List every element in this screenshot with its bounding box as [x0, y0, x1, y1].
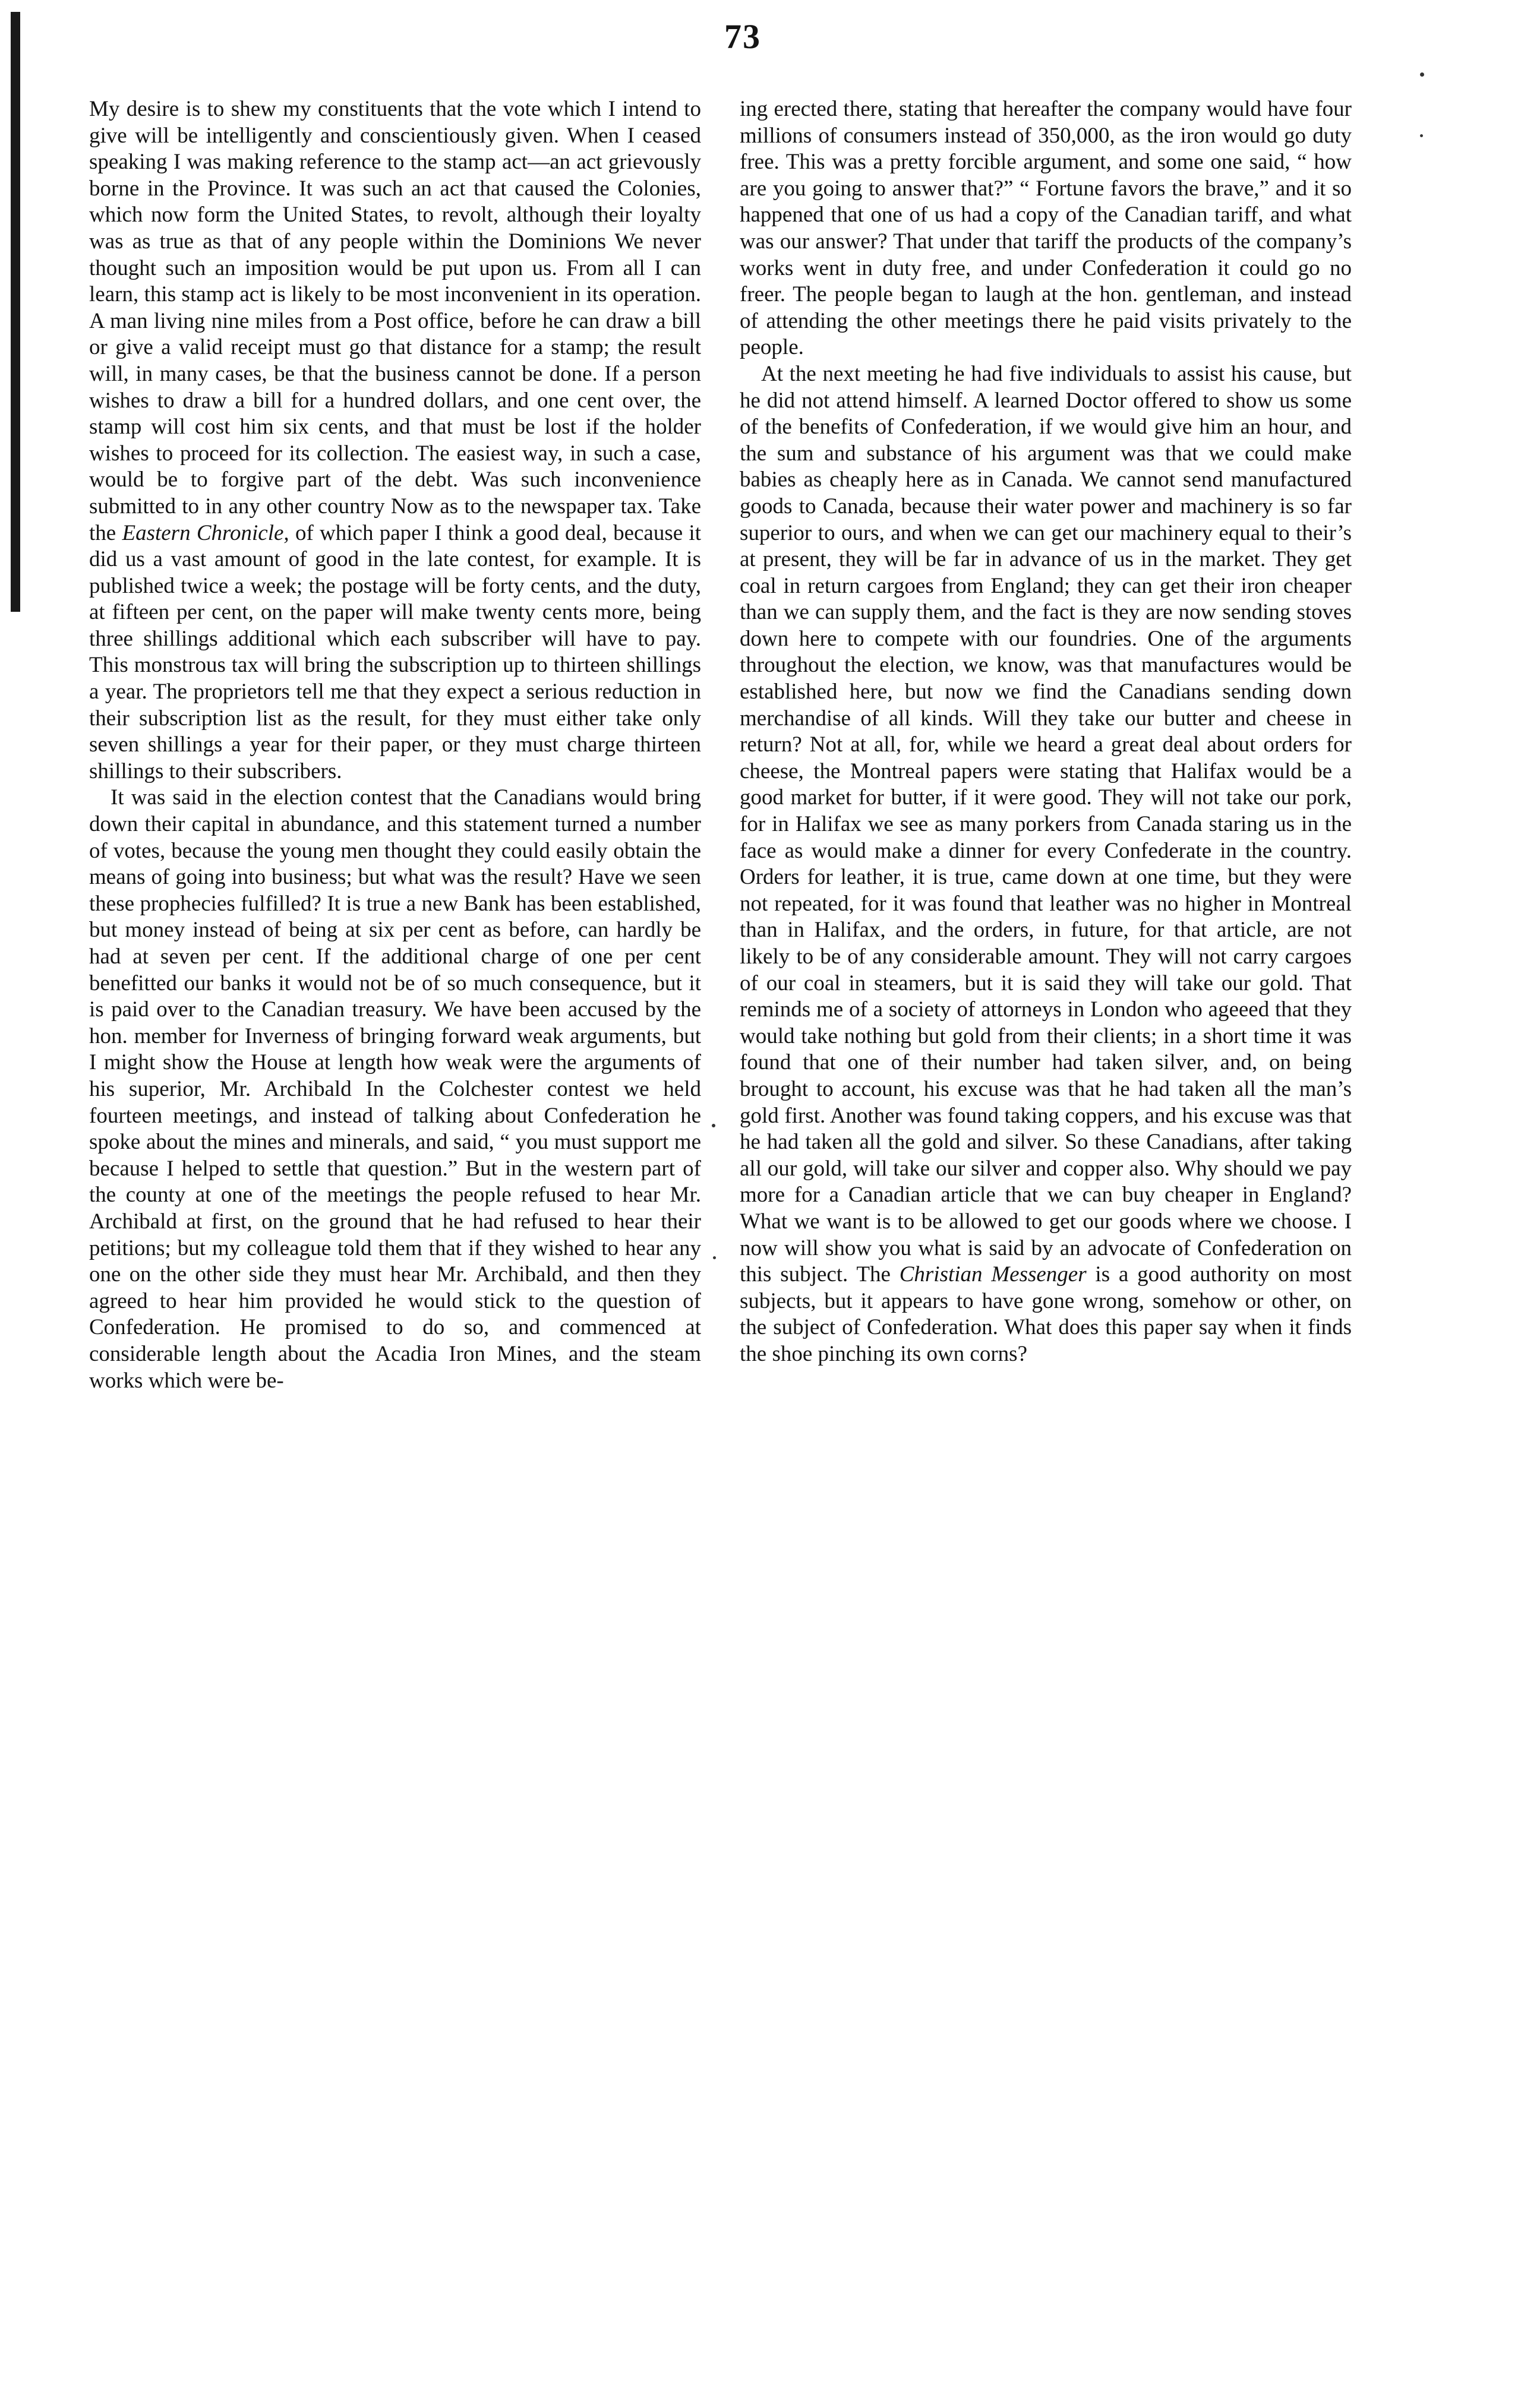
- left-column: [89, 96, 701, 1394]
- print-speck: [1420, 72, 1424, 77]
- newspaper-title-christian-messenger: Christian Messenger: [899, 1262, 1087, 1287]
- right-column: [740, 96, 1352, 1368]
- page-number: 73: [724, 17, 761, 56]
- left-paragraph-1-text: My desire is to shew my constituents that the vote which I intend to give will be intelligently and conscientiously given. When I ceased speaking I was making reference to the stamp act—an act grievously borne in the Province. It was such an act that caused the Colonies, which now form the United States, to revolt, although their loyalty was as true as that of any people within the Dominions We never thought such an imposition would be put upon us. From all I can learn, this stamp act is likely to be most inconvenient in its operation. A man living nine miles from a Post office, before he can draw a bill or give a valid receipt must go that distance for a stamp; the result will, in many cases, be that the business cannot be done. If a person wishes to draw a bill for a hundred dollars, and one cent over, the stamp will cost him six cents, and that must be lost if the holder wishes to proceed for its collection. The easiest way, in such a case, would be to forgive part of the debt. Was such inconvenience submitted to in any other country Now as to the newspaper tax. Take the: [89, 97, 701, 545]
- margin-binding-bar: [11, 12, 20, 612]
- newspaper-title-eastern-chronicle: Eastern Chronicle,: [122, 520, 289, 545]
- left-paragraph-2: It was said in the election contest that the Canadians would bring down their capital in abundance, and this statement turned a number of votes, because the young men thought they could easily obtain the means of going into business; but what was the result? Have we seen these prophecies fulfilled? It is true a new Bank has been established, but money instead of being at six per cent as before, can hardly be had at seven per cent. If the additional charge of one per cent benefitted our banks it would not be of so much consequence, but it is paid over to the Canadian treasury. We have been accused by the hon. member for Inverness of bringing forward weak arguments, but I might show the House at length how weak were the arguments of his superior, Mr. Archibald In the Colchester contest we held fourteen meetings, and instead of talking about Confederation he spoke about the mines and minerals, and said, “ you must support me because I helped to settle that question.” But in the western part of the county at one of the meetings the people refused to hear Mr. Archibald at first, on the ground that he had refused to hear their petitions; but my colleague told them that if they wished to hear any one on the other side they must hear Mr. Archibald, and then they agreed to hear him provided he would stick to the question of Confederation. He promised to do so, and commenced at considerable length about the Acadia Iron Mines, and the steam works which were be-: [89, 785, 701, 1393]
- print-speck: [1420, 134, 1423, 137]
- print-speck: [713, 1256, 716, 1259]
- right-paragraph-1: ing erected there, stating that hereafter the company would have four millions of consumers instead of 350,000, as the iron would go duty free. This was a pretty forcible argument, and some one said, “ how are you going to answer that?” “ Fortune favors the brave,” and it so happened that one of us had a copy of the Canadian tariff, and what was our answer? That under that tariff the products of the company’s works went in duty free, and under Confederation it could go no freer. The people began to laugh at the hon. gentleman, and instead of attending the other meetings there he paid visits privately to the people.: [740, 97, 1352, 360]
- left-paragraph-1: [89, 96, 701, 785]
- right-paragraph-2-text: At the next meeting he had five individuals to assist his cause, but he did not attend himself. A learned Doctor offered to show us some of the benefits of Confederation, if we would give him an hour, and the sum and substance of his argument was that we could make babies as cheaply here as in Canada. We cannot send manufactured goods to Canada, because their water power and machinery is so far superior to ours, and when we can get our machinery equal to their’s at present, they will be far in advance of us in the market. They get coal in return cargoes from England; they can get their iron cheaper than we can supply them, and the fact is they are now sending stoves down here to compete with our foundries. One of the arguments throughout the election, we know, was that manufactures would be established here, but now we find the Canadians sending down merchandise of all kinds. Will they take our butter and cheese in return? Not at all, for, while we heard a great deal about orders for cheese, the Montreal papers were stating that Halifax would be a good market for butter, if it were good. They will not take our pork, for in Halifax we see as many porkers from Canada staring us in the face as would make a dinner for every Confederate in the country. Orders for leather, it is true, came down at one time, but they were not repeated, for it was found that leather was no higher in Montreal than in Halifax, and the orders, in future, for that article, are not likely to be of any considerable amount. They will not carry cargoes of our coal in steamers, but it is said they will take our gold. That reminds me of a society of attorneys in London who ageeed that they would take nothing but gold from their clients; in a short time it was found that one of their number had taken silver, and, on being brought to account, his excuse was that he had taken all the man’s gold first. Another was found taking coppers, and his excuse was that he had taken all the gold and silver. So these Canadians, after taking all our gold, will take our silver and copper also. Why should we pay more for a Canadian article that we can buy cheaper in England? What we want is to be allowed to get our goods where we choose. I now will show you what is said by an advocate of Confederation on this subject. The: [740, 361, 1352, 1287]
- right-paragraph-2-text-after: is a good authority on most subjects, but it appears to have gone wrong, somehow or other, on the subject of Confederation. What does this paper say when it finds the shoe pinching its own corns?: [740, 1262, 1352, 1366]
- print-speck: [712, 1124, 715, 1127]
- right-paragraph-2: [740, 361, 1352, 1368]
- left-paragraph-1-text-after: of which paper I think a good deal, because it did us a vast amount of good in the late contest, for example. It is published twice a week; the postage will be forty cents, and the duty, at fifteen per cent, on the paper will make twenty cents more, being three shillings additional which each subscriber will have to pay. This monstrous tax will bring the subscription up to thirteen shillings a year. The proprietors tell me that they expect a serious reduction in their subscription list as the result, for they must either take only seven shillings a year for their paper, or they must charge thirteen shillings to their subscribers.: [89, 520, 701, 783]
